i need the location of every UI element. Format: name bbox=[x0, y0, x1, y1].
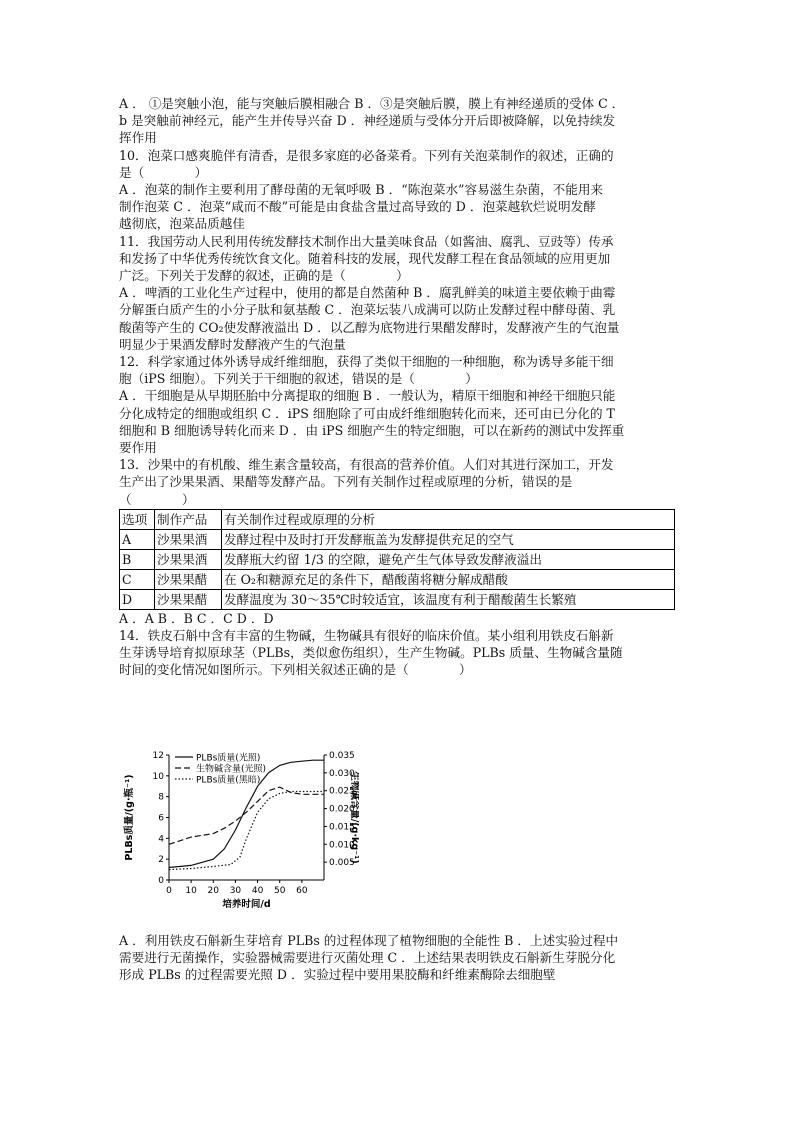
table-cell: 沙果果酒 bbox=[155, 549, 222, 569]
question-text-bottom bbox=[119, 932, 675, 984]
q11-options-line: A ．啤酒的工业化生产过程中，使用的都是自然菌种 B ．腐乳鲜美的味道主要依赖于曲霉 bbox=[119, 285, 616, 301]
q10-options-line: 越彻底，泡菜品质越佳 bbox=[119, 216, 245, 232]
q11-options-line: 酸菌等产生的 CO₂使发酵液溢出 D ．以乙醇为底物进行果醋发酵时，发酵液产生的气泡量 bbox=[119, 319, 620, 335]
x-tick-label: 30 bbox=[229, 886, 242, 896]
x-tick-label: 0 bbox=[166, 886, 172, 896]
y-right-tick-label: 0.020 bbox=[329, 804, 355, 815]
table-row bbox=[120, 569, 675, 589]
x-axis-label: 培养时间/d bbox=[222, 899, 271, 910]
q9-options-line: A ． ①是突触小泡，能与突触后膜相融合 B ．③是突触后膜，膜上有神经递质的受体 C ． bbox=[119, 96, 625, 111]
table-header-cell: 选项 bbox=[120, 509, 155, 529]
q14-options-line: 形成 PLBs 的过程需要光照 D ．实验过程中要用果胶酶和纤维素酶除去细胞壁 bbox=[119, 967, 556, 983]
y-right-tick-label: 0.015 bbox=[329, 822, 355, 833]
x-tick-label: 20 bbox=[207, 886, 220, 896]
x-tick-label: 60 bbox=[296, 886, 308, 896]
table-cell: 发酵瓶大约留 1/3 的空隙，避免产生气体导致发酵液溢出 bbox=[222, 549, 675, 569]
table-cell: 发酵温度为 30～35℃时较适宜，该温度有利于醋酸菌生长繁殖 bbox=[222, 589, 675, 609]
y-axis-left-label: PLBs质量/(g·瓶⁻¹) bbox=[124, 774, 135, 861]
question-text-top bbox=[119, 95, 675, 679]
table-row bbox=[120, 529, 675, 549]
q14-options-line: A ．利用铁皮石斛新生芽培育 PLBs 的过程体现了植物细胞的全能性 B ．上述实验过程中 bbox=[119, 933, 619, 948]
q9-options-line: 挥作用 bbox=[119, 130, 157, 146]
q10-stem-line: 10．泡菜口感爽脆伴有清香，是很多家庭的必备菜肴。下列有关泡菜制作的叙述，正确的 bbox=[119, 147, 614, 163]
q13-stem-line: 13．沙果中的有机酸、维生素含量较高，有很高的营养价值。人们对其进行深加工，开发 bbox=[119, 457, 614, 473]
q14-options-line: 需要进行无菌操作，实验器械需要进行灭菌处理 C ．上述结果表明铁皮石斛新生芽脱分化 bbox=[119, 950, 616, 966]
q12-options-line: 分化成特定的细胞或组织 C ．iPS 细胞除了可由成纤维细胞转化而来，还可由已分化的 T bbox=[119, 405, 615, 421]
y-left-tick-label: 2 bbox=[158, 855, 164, 866]
y-right-tick-label: 0.010 bbox=[329, 840, 355, 851]
q14-stem-line: 生芽诱导培育拟原球茎（PLBs，类似愈伤组织），生产生物碱。PLBs 质量、生物碱含量随 bbox=[119, 645, 623, 661]
table-cell: B bbox=[120, 549, 155, 569]
y-right-tick-label: 0.035 bbox=[329, 751, 355, 761]
table-cell: D bbox=[120, 589, 155, 609]
table-row bbox=[120, 589, 675, 609]
y-right-tick-label: 0.025 bbox=[329, 786, 355, 797]
x-tick-label: 10 bbox=[185, 886, 197, 896]
table-cell: 沙果果醋 bbox=[155, 569, 222, 589]
table-header-cell: 有关制作过程或原理的分析 bbox=[222, 509, 675, 529]
table-cell: 沙果果醋 bbox=[155, 589, 222, 609]
y-right-tick-label: 0.030 bbox=[329, 768, 355, 779]
chart-legend bbox=[175, 752, 266, 786]
y-axis-right-label: 生物碱含量/(g·kg⁻¹) bbox=[349, 771, 359, 864]
q13-analysis-table bbox=[119, 509, 675, 610]
q14-stem-line: 时间的变化情况如图所示。下列相关叙述正确的是（ ） bbox=[119, 662, 472, 678]
q10-options-line: 制作泡菜 C ．泡菜“咸而不酸”可能是由食盐含量过高导致的 D ．泡菜越软烂说明发酵 bbox=[119, 199, 596, 215]
q12-options-line: 细胞和 B 细胞诱导转化而来 D ．由 iPS 细胞产生的特定细胞，可以在新药的测试中发挥重 bbox=[119, 422, 625, 438]
y-left-tick-label: 0 bbox=[158, 876, 164, 886]
q12-stem-line: 胞（iPS 细胞）。下列关于干细胞的叙述，错误的是（ ） bbox=[119, 371, 478, 387]
plbs-chart bbox=[119, 740, 359, 910]
table-cell: C bbox=[120, 569, 155, 589]
y-left-tick-label: 6 bbox=[158, 813, 164, 824]
legend-label: PLBs质量(黑暗) bbox=[196, 775, 261, 786]
q11-options-line: 分解蛋白质产生的小分子肽和氨基酸 C ．泡菜坛装八成满可以防止发酵过程中酵母菌、乳 bbox=[119, 302, 616, 318]
q13-stem-line: （ ） bbox=[119, 491, 195, 507]
y-left-tick-label: 12 bbox=[152, 751, 164, 761]
y-left-tick-label: 8 bbox=[158, 792, 164, 803]
q10-stem-line: 是（ ） bbox=[119, 164, 208, 180]
q12-options-line: A ．干细胞是从早期胚胎中分离提取的细胞 B ．一般认为，精原干细胞和神经干细胞只能 bbox=[119, 388, 616, 404]
q11-stem-line: 11．我国劳动人民利用传统发酵技术制作出大量美味食品（如酱油、腐乳、豆豉等）传承 bbox=[119, 233, 614, 249]
table-row bbox=[120, 549, 675, 569]
q13-options-line: A ．A B ．B C ．C D ．D bbox=[119, 610, 274, 626]
table-header-row bbox=[120, 509, 675, 529]
q11-stem-line: 和发扬了中华优秀传统饮食文化。随着科技的发展，现代发酵工程在食品领域的应用更加 bbox=[119, 250, 611, 266]
q12-options-line: 要作用 bbox=[119, 440, 157, 456]
y-left-tick-label: 10 bbox=[152, 771, 164, 782]
legend-label: 生物碱含量(光照) bbox=[196, 764, 267, 775]
q14-stem-line: 14．铁皮石斛中含有丰富的生物碱，生物碱具有很好的临床价值。某小组利用铁皮石斛新 bbox=[119, 628, 614, 644]
table-cell: 在 O₂和糖源充足的条件下，醋酸菌将糖分解成醋酸 bbox=[222, 569, 675, 589]
table-cell: 沙果果酒 bbox=[155, 529, 222, 549]
plbs-chart-svg bbox=[119, 740, 359, 910]
y-right-tick-label: 0.005 bbox=[329, 858, 355, 869]
x-tick-label: 40 bbox=[251, 886, 264, 896]
legend-label: PLBs质量(光照) bbox=[196, 753, 261, 764]
q10-options-line: A ．泡菜的制作主要利用了酵母菌的无氧呼吸 B ．“陈泡菜水”容易滋生杂菌，不能用来 bbox=[119, 182, 604, 198]
x-tick-label: 50 bbox=[273, 886, 286, 896]
q12-stem-line: 12．科学家通过体外诱导成纤维细胞，获得了类似干细胞的一种细胞，称为诱导多能干细 bbox=[119, 354, 614, 370]
series-line-2 bbox=[169, 792, 324, 870]
q9-options-line: b 是突触前神经元，能产生并传导兴奋 D ．神经递质与受体分开后即被降解，以免持续发 bbox=[119, 113, 616, 129]
q11-options-line: 明显少于果酒发酵时发酵液产生的气泡量 bbox=[119, 336, 346, 352]
q11-stem-line: 广泛。下列关于发酵的叙述，正确的是（ ） bbox=[119, 268, 409, 284]
series-line-1 bbox=[169, 787, 324, 844]
table-cell: A bbox=[120, 529, 155, 549]
table-cell: 发酵过程中及时打开发酵瓶盖为发酵提供充足的空气 bbox=[222, 529, 675, 549]
y-left-tick-label: 4 bbox=[158, 834, 164, 845]
table-header-cell: 制作产品 bbox=[155, 509, 222, 529]
q13-stem-line: 生产出了沙果果酒、果醋等发酵产品。下列有关制作过程或原理的分析，错误的是 bbox=[119, 474, 573, 490]
